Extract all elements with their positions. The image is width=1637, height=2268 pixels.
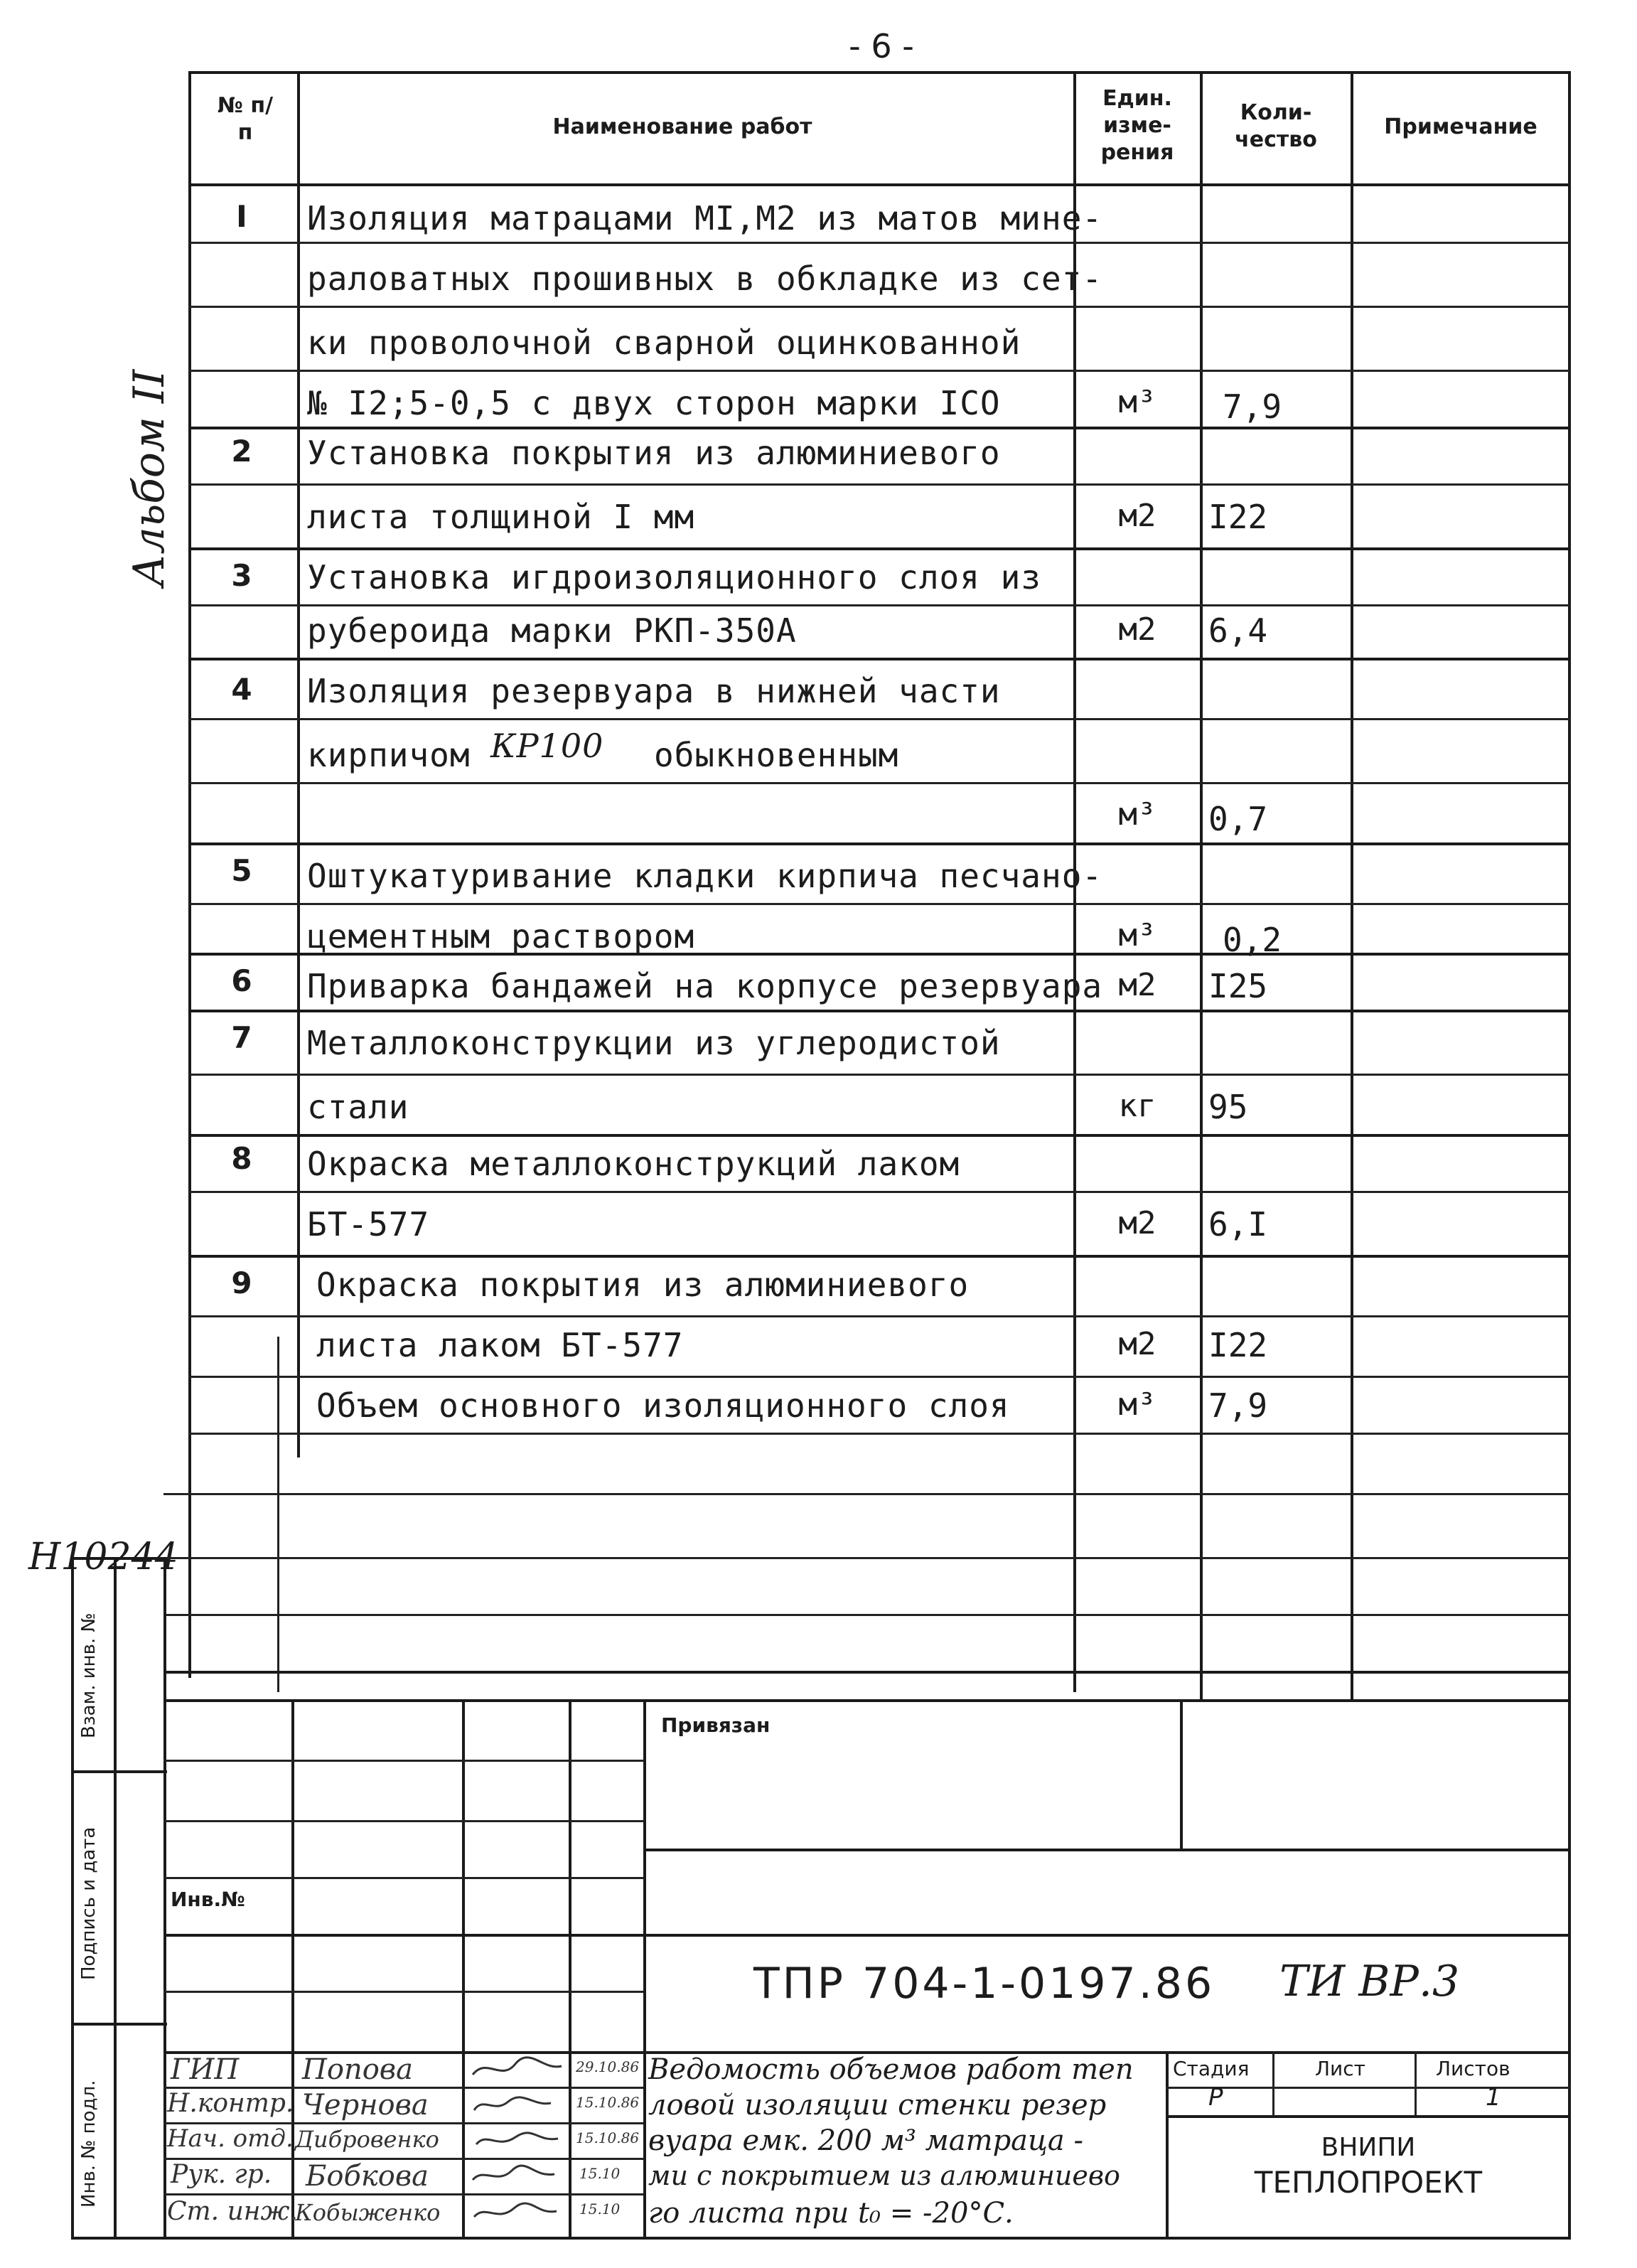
work-text: кирпичом bbox=[307, 736, 471, 774]
row-no: 4 bbox=[231, 672, 252, 707]
work-text: Изоляция матрацами МI,М2 из матов мине- bbox=[307, 199, 1103, 237]
row-no: 7 bbox=[231, 1020, 252, 1055]
description-line: ми с покрытием из алюминиево bbox=[648, 2160, 1120, 2191]
stage-value: Р bbox=[1208, 2083, 1223, 2112]
qty-cell: I22 bbox=[1208, 498, 1268, 536]
unit-cell: м³ bbox=[1118, 796, 1156, 833]
row-no: I bbox=[236, 199, 247, 234]
staff-role: Ст. инж. bbox=[167, 2197, 298, 2226]
unit-cell: м2 bbox=[1118, 1205, 1156, 1241]
staff-name: Кобыженко bbox=[295, 2199, 441, 2226]
document-code-sheet: ТИ ВР.3 bbox=[1279, 1957, 1460, 2006]
side-label-vzam: Взам. инв. № bbox=[78, 1612, 100, 1738]
staff-date: 15.10 bbox=[579, 2200, 621, 2218]
staff-date: 15.10.86 bbox=[576, 2094, 640, 2111]
staff-date: 29.10.86 bbox=[576, 2058, 640, 2075]
work-text: Оштукатуривание кладки кирпича песчано- bbox=[307, 857, 1103, 895]
work-text: Установка покрытия из алюминиевого bbox=[307, 434, 1001, 472]
header-no: № п/п bbox=[217, 93, 274, 145]
unit-cell: кг bbox=[1118, 1088, 1156, 1124]
qty-cell: 6,I bbox=[1208, 1205, 1268, 1243]
work-text: Изоляция резервуара в нижней части bbox=[307, 672, 1001, 710]
work-text: Установка игдроизоляционного слоя из bbox=[307, 558, 1041, 597]
qty-cell: 0,7 bbox=[1208, 800, 1268, 838]
unit-cell: м2 bbox=[1118, 967, 1156, 1003]
staff-date: 15.10 bbox=[579, 2165, 621, 2182]
work-text: Металлоконструкции из углеродистой bbox=[307, 1024, 1001, 1062]
staff-name: Дибровенко bbox=[295, 2126, 439, 2153]
sheet-label: Лист bbox=[1315, 2057, 1365, 2080]
staff-role: Н.контр. bbox=[167, 2089, 294, 2118]
row-no: 5 bbox=[231, 853, 252, 888]
work-text: Окраска покрытия из алюминиевого bbox=[316, 1266, 970, 1304]
work-text: № I2;5-0,5 с двух сторон марки IСО bbox=[307, 384, 1001, 422]
staff-name: Бобкова bbox=[306, 2160, 429, 2193]
staff-role: ГИП bbox=[171, 2053, 240, 2086]
work-text: БТ-577 bbox=[307, 1205, 430, 1243]
work-text: раловатных прошивных в обкладке из сет- bbox=[307, 260, 1103, 298]
unit-cell: м2 bbox=[1118, 498, 1156, 534]
unit-cell: м³ bbox=[1118, 1386, 1156, 1423]
stage-label: Стадия bbox=[1173, 2057, 1250, 2080]
staff-role: Нач. отд. bbox=[167, 2124, 294, 2153]
row-no: 2 bbox=[231, 434, 252, 469]
work-text: стали bbox=[307, 1088, 409, 1126]
org-line1: ВНИПИ bbox=[1321, 2133, 1416, 2162]
header-name: Наименование работ bbox=[552, 114, 812, 139]
unit-cell: м2 bbox=[1118, 611, 1156, 648]
document-code: ТПР 704-1-0197.86 bbox=[753, 1959, 1215, 2008]
header-note: Примечание bbox=[1384, 114, 1537, 139]
work-text: листа лаком БТ-577 bbox=[316, 1326, 684, 1364]
row-no: 9 bbox=[231, 1266, 252, 1300]
sheets-label: Листов bbox=[1436, 2057, 1510, 2080]
unit-cell: м2 bbox=[1118, 1326, 1156, 1362]
side-label-inv-podl: Инв. № подл. bbox=[78, 2080, 100, 2208]
work-text: ки проволочной сварной оцинкованной bbox=[307, 323, 1021, 362]
sheets-value: 1 bbox=[1486, 2083, 1501, 2112]
work-text: рубероида марки РКП-350А bbox=[307, 611, 797, 650]
work-text-handwritten: КР100 bbox=[490, 727, 604, 765]
row-no: 8 bbox=[231, 1141, 252, 1176]
inventory-code: Н10244 bbox=[28, 1536, 178, 1578]
qty-cell: 7,9 bbox=[1208, 1386, 1268, 1425]
description-line: го листа при t₀ = -20°С. bbox=[648, 2197, 1014, 2230]
side-label-podpis: Подпись и дата bbox=[78, 1826, 100, 1980]
qty-cell: 7,9 bbox=[1223, 387, 1282, 426]
album-label: Альбом II bbox=[124, 369, 174, 587]
work-text: Объем основного изоляционного слоя bbox=[316, 1386, 1010, 1425]
privyazan-label: Привязан bbox=[661, 1713, 771, 1737]
row-no: 3 bbox=[231, 558, 252, 593]
org-line2: ТЕПЛОПРОЕКТ bbox=[1254, 2165, 1483, 2200]
header-qty: Коли- чество bbox=[1235, 100, 1317, 152]
inv-no-label: Инв.№ bbox=[171, 1888, 245, 1911]
description-line: вуара емк. 200 м³ матраца - bbox=[648, 2124, 1084, 2157]
staff-name: Чернова bbox=[302, 2089, 429, 2122]
description-line: ловой изоляции стенки резер bbox=[648, 2089, 1107, 2122]
work-text: Приварка бандажей на корпусе резервуара bbox=[307, 967, 1103, 1005]
row-no: 6 bbox=[231, 963, 252, 998]
header-unit: Един. изме- рения bbox=[1100, 86, 1174, 165]
work-text: обыкновенным bbox=[654, 736, 899, 774]
unit-cell: м³ bbox=[1118, 384, 1156, 420]
staff-date: 15.10.86 bbox=[576, 2129, 640, 2146]
staff-name: Попова bbox=[302, 2053, 413, 2086]
unit-cell: м³ bbox=[1118, 917, 1156, 953]
qty-cell: 6,4 bbox=[1208, 611, 1268, 650]
work-text: листа толщиной I мм bbox=[307, 498, 695, 536]
staff-role: Рук. гр. bbox=[171, 2160, 272, 2189]
work-text: Окраска металлоконструкций лаком bbox=[307, 1145, 960, 1183]
qty-cell: 95 bbox=[1208, 1088, 1248, 1126]
work-text: цементным раствором bbox=[307, 917, 695, 956]
qty-cell: I25 bbox=[1208, 967, 1268, 1005]
qty-cell: I22 bbox=[1208, 1326, 1268, 1364]
qty-cell: 0,2 bbox=[1223, 921, 1282, 959]
description-line: Ведомость объемов работ теп bbox=[648, 2053, 1134, 2086]
signature-scribbles bbox=[466, 2053, 569, 2235]
page-number: - 6 - bbox=[849, 27, 914, 65]
